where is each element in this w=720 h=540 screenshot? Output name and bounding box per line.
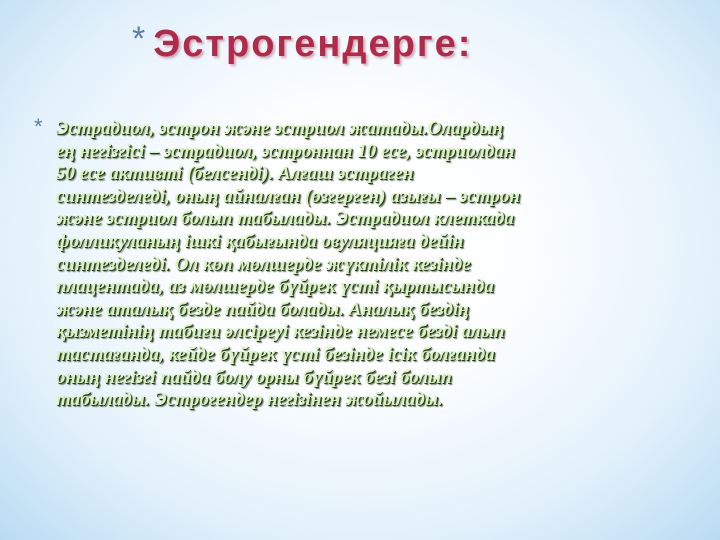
title-row <box>132 22 472 66</box>
title-bullet-icon: * <box>132 20 146 58</box>
body-paragraph: Эстрадиол, эстрон және эстриол жатады.Олардың ең негізгісі – эстрадиол, эстроннан 10 есе, эстриолдан 50 есе активті (белсенді). Алғаш эстраген синтезделеді, оның айналған (өзгерген) азығы – эстрон және эстриол болып табылады. Эстрадиол клеткада фолликуланың ішкі қабығында овуляцияға дейін синтезделеді. Ол көп мөлшерде жүктілік кезінде плацентада, аз мөлшерде бүйрек үсті қыртысында және аталық безде пайда болады. Аналық бездің қызметінің табиғи әлсіреуі кезінде немесе безді алып тастағанда, кейде бүйрек үсті безінде ісік болғанда оның негізгі пайда болу орны бүйрек безі болып табылады. Эстрогендер негізінен жойылады. <box>56 118 520 411</box>
body-bullet-item <box>34 114 694 412</box>
slide-title: Эстрогендерге: <box>153 23 473 65</box>
body-bullet-icon: * <box>34 114 43 139</box>
